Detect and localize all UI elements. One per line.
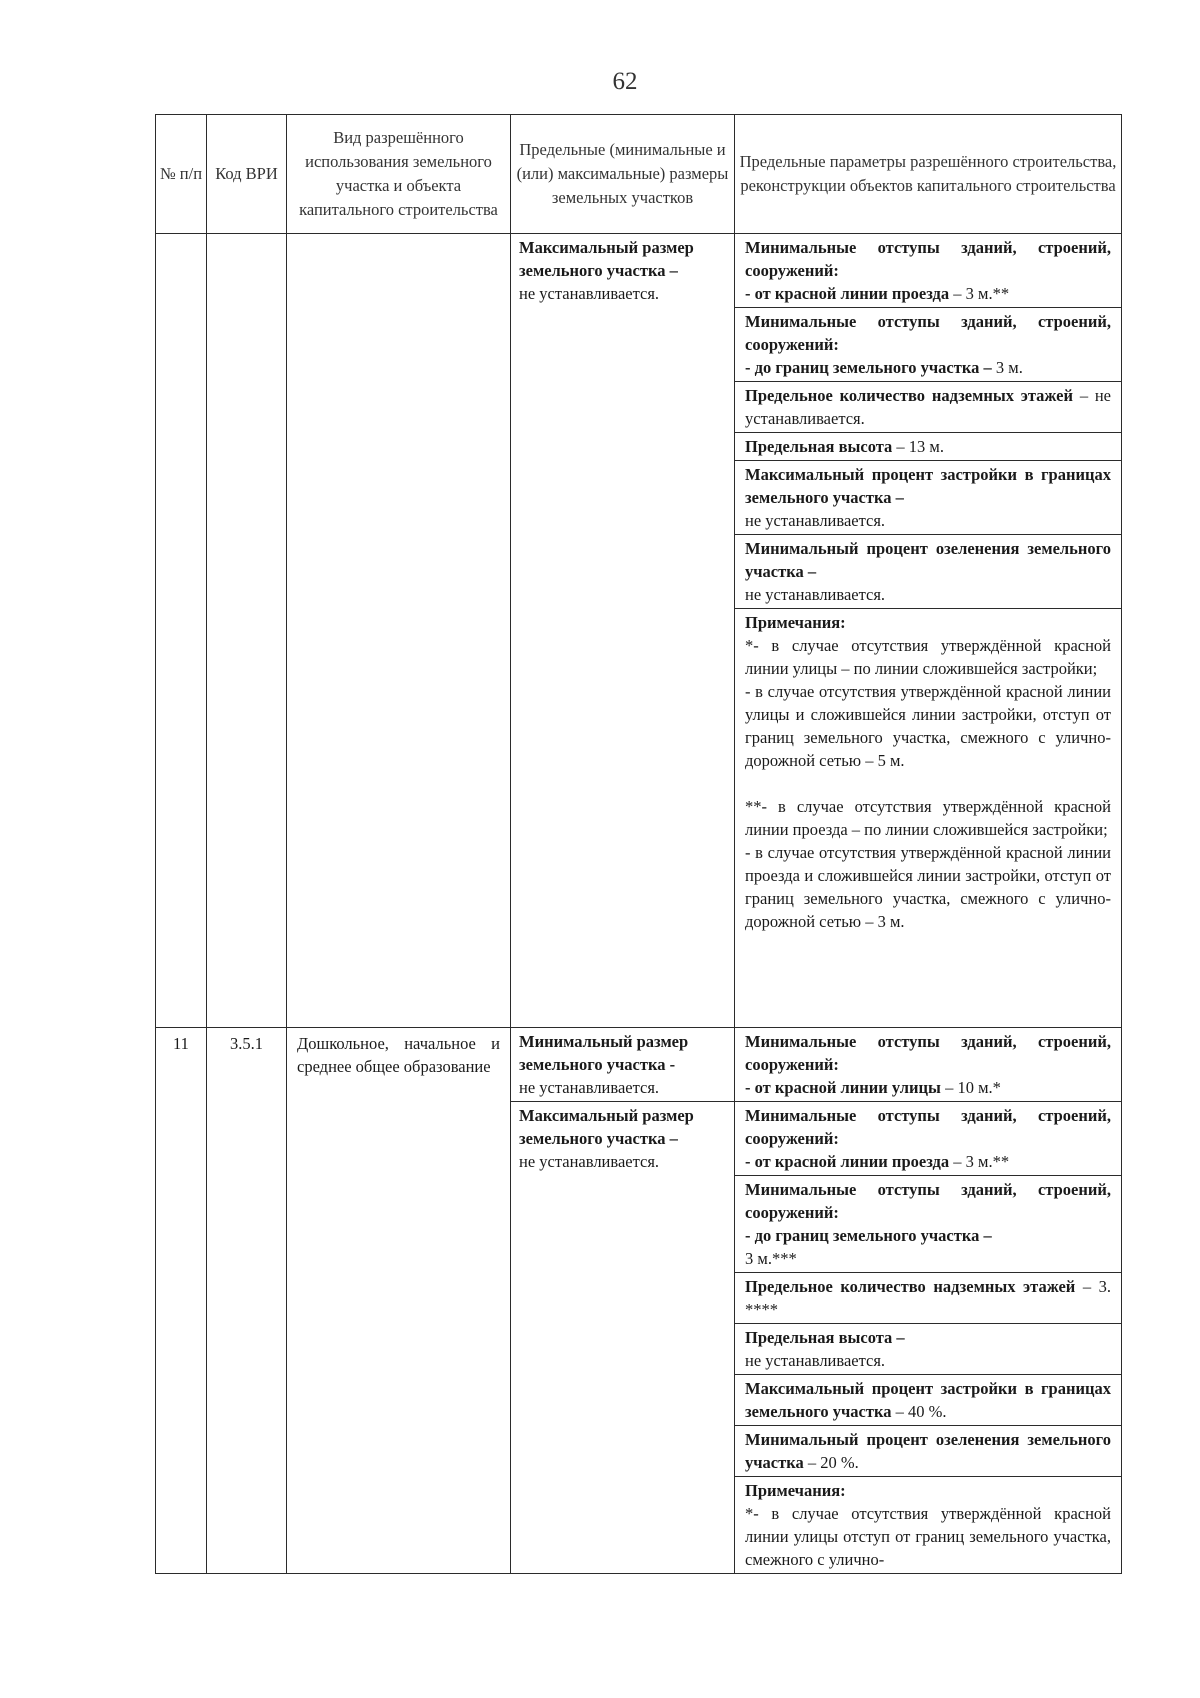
param-item <box>735 1028 1121 1102</box>
size-min-value: не устанавливается. <box>519 1078 660 1097</box>
param-tail: не устанавливается. <box>745 1351 886 1370</box>
param-value: - от красной линии проезда <box>745 1152 950 1171</box>
param-item <box>735 1375 1121 1426</box>
note-text: - в случае отсутствия утверждённой красной линии проезда и сложившейся линии застройки, отступ от границ земельного участка, смежного с улично-дорожной сетью – 3 м. <box>745 843 1111 931</box>
param-item <box>735 1426 1121 1477</box>
cell-vri: Дошкольное, начальное и среднее общее образование <box>287 1028 511 1574</box>
param-tail: не устанавливается. <box>745 585 886 604</box>
table-row <box>156 1028 1122 1574</box>
size-max-block <box>511 1101 734 1175</box>
cell-code-empty <box>207 234 287 1028</box>
param-item <box>735 234 1121 308</box>
cell-code: 3.5.1 <box>207 1028 287 1574</box>
size-max-title: Максимальный размер земельного участка – <box>519 238 694 280</box>
param-item <box>735 535 1121 609</box>
param-value: - до границ земельного участка – <box>745 1226 992 1245</box>
table-header-row <box>156 115 1122 234</box>
param-title: Максимальный процент застройки в границах земельного участка – <box>745 465 1111 507</box>
param-value: - до границ земельного участка – <box>745 358 992 377</box>
cell-sizes <box>511 234 735 1028</box>
param-item <box>735 1102 1121 1176</box>
size-max-title: Максимальный размер земельного участка – <box>519 1106 694 1148</box>
param-title: Минимальные отступы зданий, строений, сооружений: <box>745 1180 1111 1222</box>
page-number: 62 <box>612 68 638 95</box>
param-title: Минимальные отступы зданий, строений, сооружений: <box>745 238 1111 280</box>
param-title: Минимальные отступы зданий, строений, сооружений: <box>745 1106 1111 1148</box>
param-tail: – 20 %. <box>807 1453 859 1472</box>
notes-item <box>735 609 1121 936</box>
regulations-table <box>155 114 1122 1574</box>
note-text: *- в случае отсутствия утверждённой красной линии улицы – по линии сложившейся застройки; <box>745 636 1111 678</box>
cell-num-empty <box>156 234 207 1028</box>
param-title: Минимальный процент озеленения земельного участка – <box>745 539 1111 581</box>
header-code: Код ВРИ <box>207 115 287 234</box>
param-item <box>735 308 1121 382</box>
param-title: Минимальные отступы зданий, строений, сооружений: <box>745 1032 1111 1074</box>
notes-title: Примечания: <box>745 613 846 632</box>
size-min-block <box>511 1028 734 1101</box>
notes-item <box>735 1477 1121 1574</box>
header-params: Предельные параметры разрешённого строительства, реконструкции объектов капитального строительства <box>735 115 1122 234</box>
param-tail: – 40 %. <box>895 1402 947 1421</box>
note-text: **- в случае отсутствия утверждённой красной линии проезда – по линии сложившейся застройки; <box>745 797 1111 839</box>
param-value: - от красной линии проезда <box>745 284 950 303</box>
param-title: Предельное количество надземных этажей <box>745 1277 1076 1296</box>
param-tail: – 13 м. <box>896 437 944 456</box>
params-list <box>735 234 1121 935</box>
notes-title: Примечания: <box>745 1481 846 1500</box>
size-max-value: не устанавливается. <box>519 1152 660 1171</box>
param-tail: – 3 м.** <box>953 284 1010 303</box>
param-tail: – не устанавливается. <box>745 386 1112 428</box>
size-max-block <box>511 234 734 307</box>
param-title: Предельное количество надземных этажей <box>745 386 1074 405</box>
cell-params <box>735 1028 1122 1574</box>
cell-sizes <box>511 1028 735 1574</box>
param-tail: – 3 м.** <box>953 1152 1010 1171</box>
param-tail: 3 м.*** <box>745 1249 797 1268</box>
param-item <box>735 1176 1121 1273</box>
cell-params <box>735 234 1122 1028</box>
param-tail: 3 м. <box>995 358 1023 377</box>
param-item <box>735 1273 1121 1324</box>
param-value: - от красной линии улицы <box>745 1078 941 1097</box>
param-title: Предельная высота <box>745 437 893 456</box>
cell-vri-empty <box>287 234 511 1028</box>
size-min-title: Минимальный размер земельного участка - <box>519 1032 689 1074</box>
cell-num: 11 <box>156 1028 207 1574</box>
header-sizes: Предельные (минимальные и (или) максимальные) размеры земельных участков <box>511 115 735 234</box>
param-title: Минимальные отступы зданий, строений, сооружений: <box>745 312 1111 354</box>
params-list <box>735 1028 1121 1573</box>
param-title: Предельная высота – <box>745 1328 905 1347</box>
param-tail: – 10 м.* <box>945 1078 1001 1097</box>
param-item <box>735 382 1121 433</box>
note-text: - в случае отсутствия утверждённой красной линии улицы и сложившейся линии застройки, отступ от границ земельного участка, смежного с улично-дорожной сетью – 5 м. <box>745 682 1111 770</box>
header-num: № п/п <box>156 115 207 234</box>
param-title: Максимальный процент застройки в границах земельного участка <box>745 1379 1111 1421</box>
param-tail: – 3. **** <box>745 1277 1111 1319</box>
param-title: Минимальный процент озеленения земельного участка <box>745 1430 1111 1472</box>
note-text: *- в случае отсутствия утверждённой красной линии улицы отступ от границ земельного участка, смежного с улично- <box>745 1504 1111 1569</box>
param-item <box>735 433 1121 461</box>
size-max-value: не устанавливается. <box>519 284 660 303</box>
table-row <box>156 234 1122 1028</box>
param-item <box>735 1324 1121 1375</box>
param-tail: не устанавливается. <box>745 511 886 530</box>
param-item <box>735 461 1121 535</box>
header-vri: Вид разрешённого использования земельного участка и объекта капитального строительства <box>287 115 511 234</box>
